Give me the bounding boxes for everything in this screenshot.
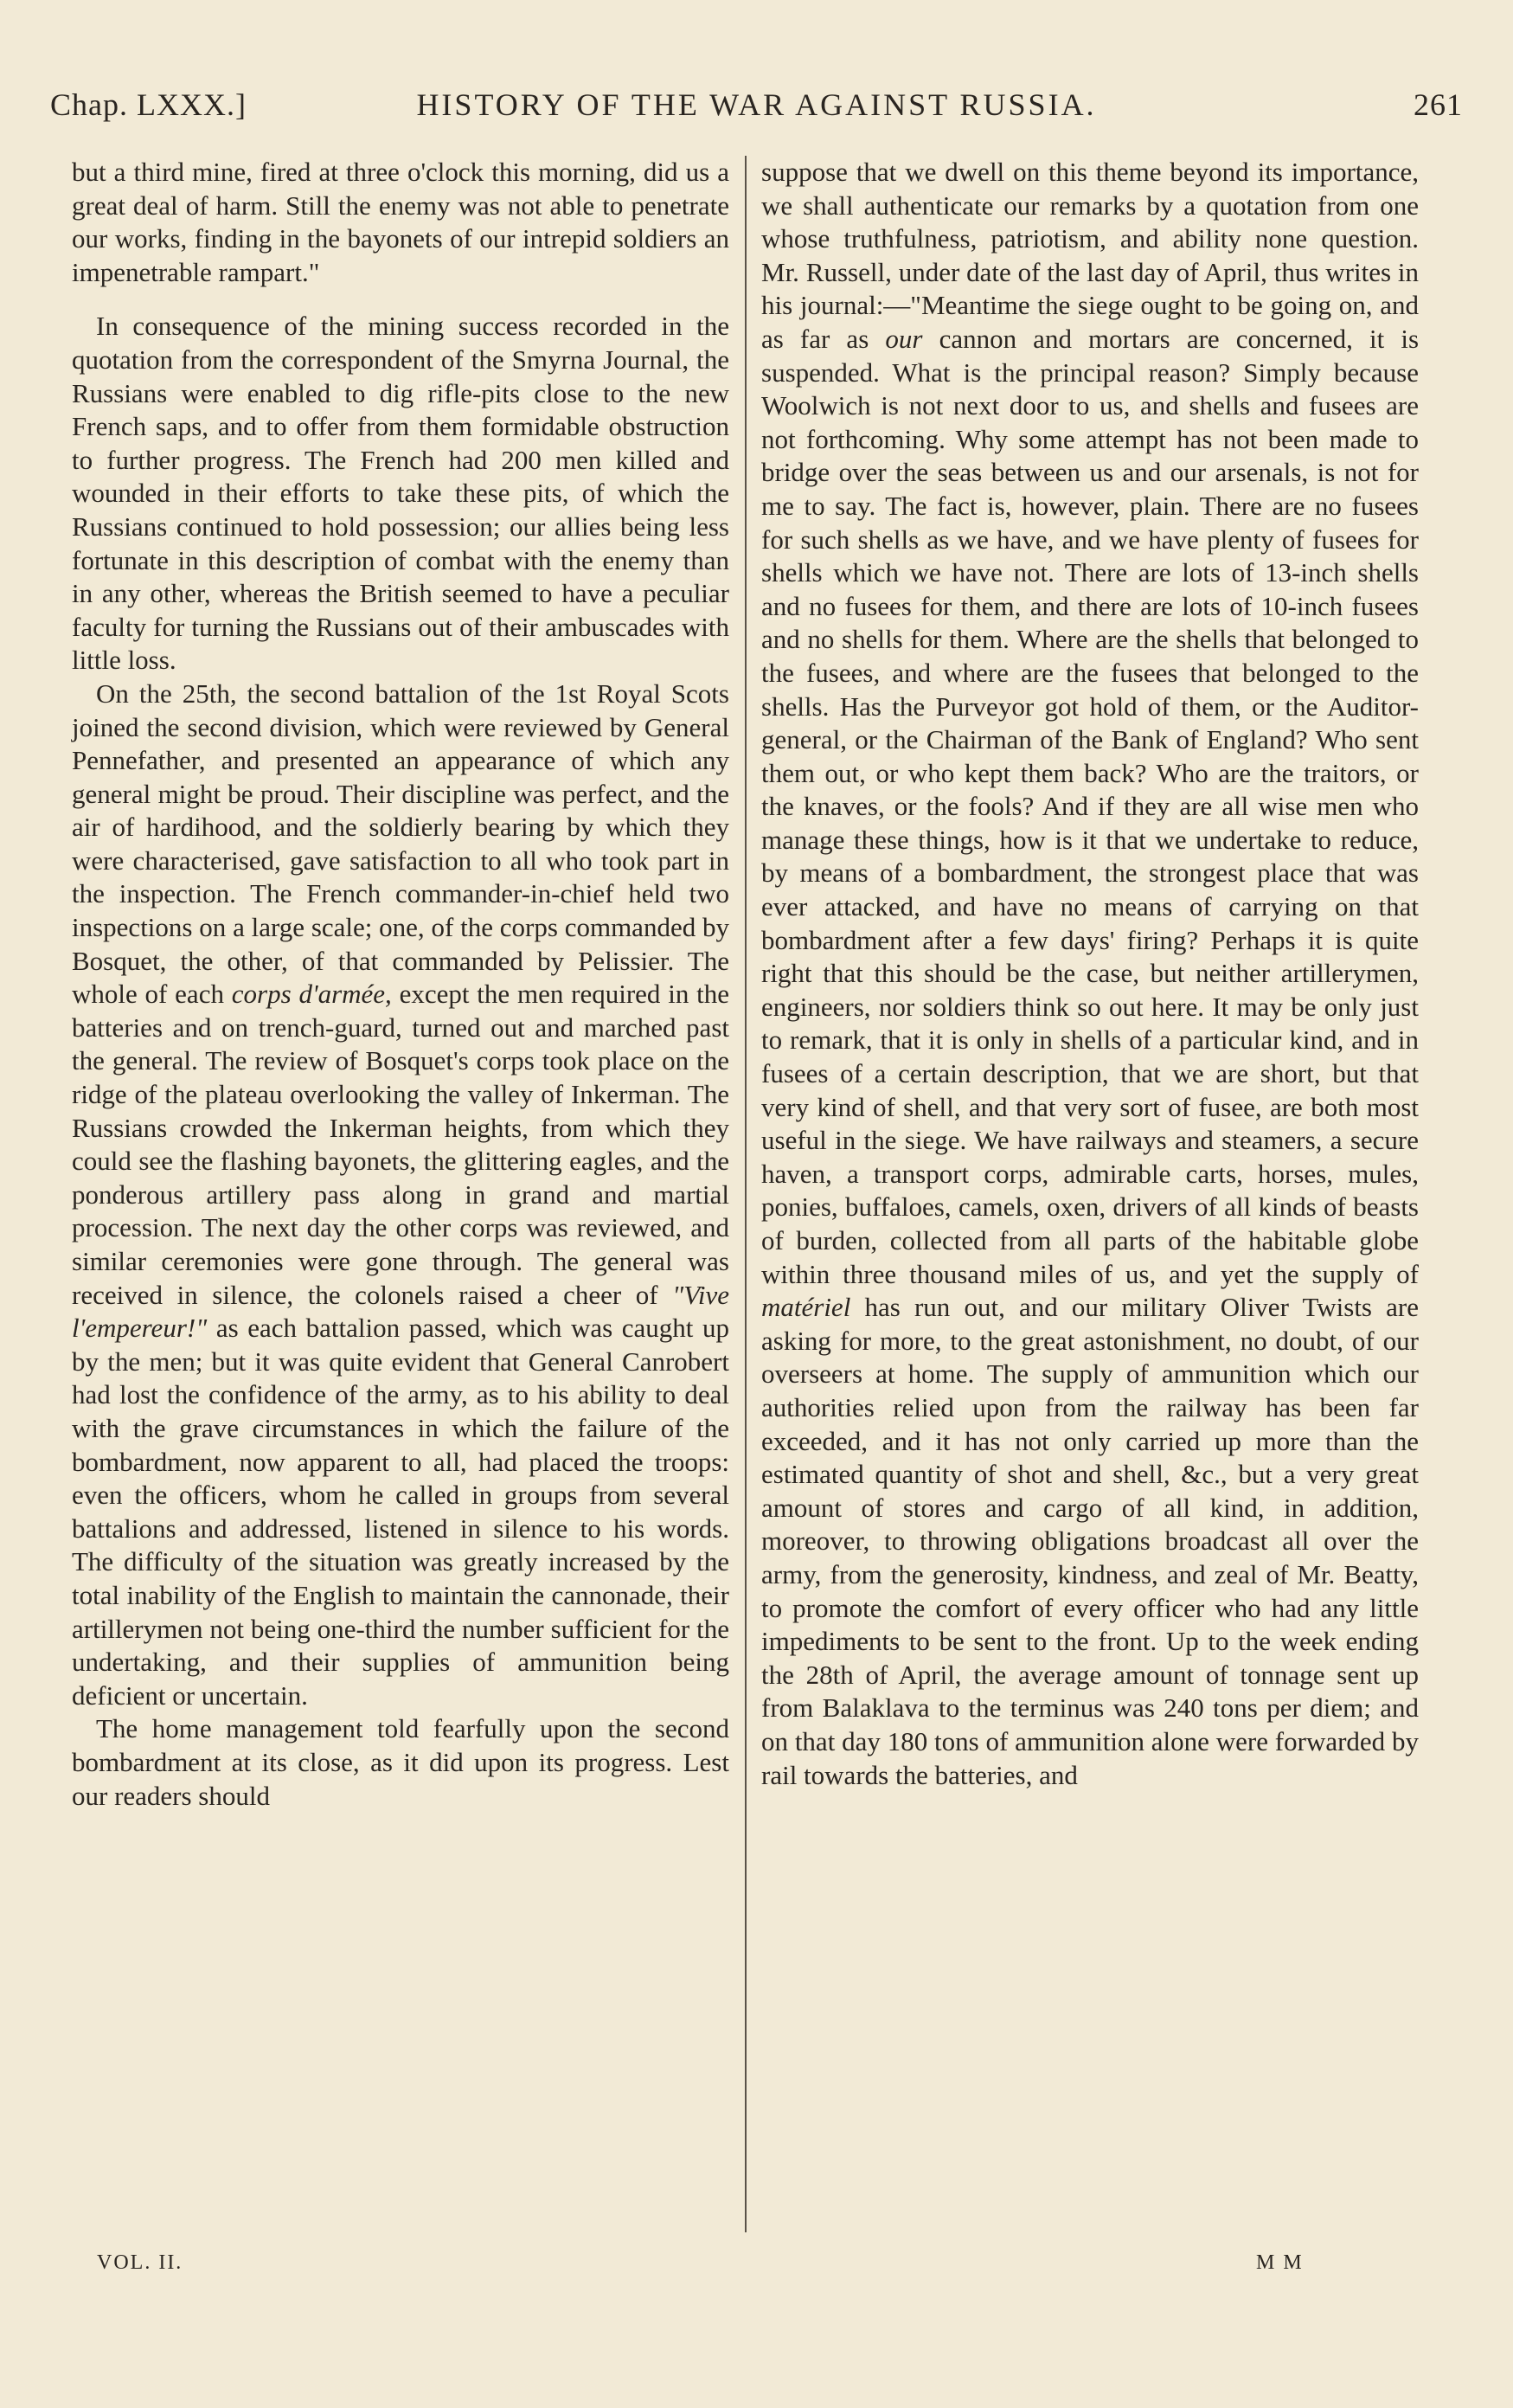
italic-text: matériel (761, 1292, 851, 1323)
paragraph: In consequence of the mining success recorded in the quotation from the correspondent of the Smyrna Journal, the Russians were enabled to dig rifle-pits close to the new French saps, and to offer from them formidable obstruction to further progress. The French had 200 men killed and wounded in their efforts to take these pits, of which the Russians continued to hold possession; our allies being less fortunate in this description of combat with the enemy than in any other, whereas the British seemed to have a peculiar faculty for turning the Russians out of their ambuscades with little loss. (72, 311, 729, 676)
page-number: 261 (1414, 87, 1463, 122)
volume-label: VOL. II. (97, 2251, 183, 2274)
paragraph: The home management told fearfully upon the second bombardment at its close, as it did upon its progress. Lest our readers should (72, 1713, 729, 1811)
running-header (50, 87, 1463, 138)
column-divider (745, 156, 747, 2232)
paragraph: On the 25th, the second battalion of the 1st Royal Scots joined the second division, which were reviewed by General Pennefather, and presented an appearance of which any general might be proud. Their discipline was perfect, and the air of hardihood, and the soldierly bearing by which they were characterised, gave satisfaction to all who took part in the inspection. The French commander-in-chief held two inspections on a large scale; one, of the corps commanded by Bosquet, the other, of that commanded by Pelissier. The whole of each corps d'armée, except the men required in the batteries and on trench-guard, turned out and marched past the general. The review of Bosquet's corps took place on the ridge of the plateau overlooking the valley of Inkerman. The Russians crowded the Inkerman heights, from which they could see the flashing bayonets, the glittering eagles, and the ponderous artillery pass along in grand and martial procession. The next day the other corps was reviewed, and similar ceremonies were gone through. The general was received in silence, the colonels raised a cheer of "Vive l'empereur!" as each battalion passed, which was caught up by the men; but it was quite evident that General Canrobert had lost the confidence of the army, as to his ability to deal with the grave circumstances in which the failure of the bombardment, now apparent to all, had placed the troops: even the officers, whom he called in groups from several battalions and addressed, listened in silence to his words. The difficulty of the situation was greatly increased by the total inability of the English to maintain the cannonade, their artillerymen not being one-third the number sufficient for the undertaking, and their supplies of ammunition being deficient or uncertain. (72, 677, 729, 1711)
paragraph: suppose that we dwell on this theme beyond its importance, we shall authenticate our remarks by a quotation from one whose truthfulness, patriotism, and ability none question. Mr. Russell, under date of the last day of April, thus writes in his journal:—"Meantime the siege ought to be going on, and as far as our cannon and mortars are concerned, it is suspended. What is the principal reason? Simply because Woolwich is not next door to us, and shells and fusees are not forthcoming. Why some attempt has not been made to bridge over the seas between us and our arsenals, is not for me to say. The fact is, however, plain. There are no fusees for such shells as we have, and we have plenty of fusees for shells which we have not. There are lots of 13-inch shells and no fusees for them, and there are lots of 10-inch fusees and no shells for them. Where are the shells that belonged to the fusees, and where are the fusees that belonged to the shells. Has the Purveyor got hold of them, or the Auditor-general, or the Chairman of the Bank of England? Who sent them out, or who kept them back? Who are the traitors, or the knaves, or the fools? And if they are all wise men who manage these things, how is it that we undertake to reduce, by means of a bombardment, the strongest place that was ever attacked, and have no means of carrying on that bombardment after a few days' firing? Perhaps it is quite right that this should be the case, but neither artillerymen, engineers, nor soldiers think so out here. It may be only just to remark, that it is only in shells of a particular kind, and in fusees of a certain description, that we are short, but that very kind of shell, and that very sort of fusee, are both most useful in the siege. We have railways and steamers, a secure haven, a transport corps, admirable carts, horses, mules, ponies, buffaloes, camels, oxen, drivers of all kinds of beasts of burden, collected from all parts of the habitable globe within three thousand miles of us, and yet the supply of matériel has run out, and our military Oliver Twists are asking for more, to the great astonishment, no doubt, of our overseers at home. The supply of ammunition which our authorities relied upon from the railway has been far exceeded, and it has not only carried up more than the estimated quantity of shot and shell, &c., but a very great amount of stores and cargo of all kind, in addition, moreover, to throwing obligations broadcast all over the army, from the generosity, kindness, and zeal of Mr. Beatty, to promote the comfort of every officer who had any little impediments to be sent to the front. Up to the week ending the 28th of April, the average amount of tonnage sent up from Balaklava to the terminus was 240 tons per diem; and on that day 180 tons of ammunition alone were forwarded by rail towards the batteries, and (761, 157, 1420, 1790)
paragraph: but a third mine, fired at three o'clock this morning, did us a great deal of harm. Still the enemy was not able to penetrate our works, finding in the bayonets of our intrepid soldiers an impenetrable rampart." (72, 157, 729, 287)
italic-text: "Vive l'empereur!" (72, 1279, 729, 1344)
chapter-label: Chap. LXXX.] (50, 87, 247, 122)
italic-text: corps d'armée, (231, 979, 392, 1010)
signature-mark: M M (1256, 2251, 1304, 2274)
book-title: HISTORY OF THE WAR AGAINST RUSSIA. (416, 87, 1097, 122)
left-column (72, 156, 729, 1813)
right-column (761, 156, 1419, 1792)
italic-text: our (885, 323, 923, 354)
